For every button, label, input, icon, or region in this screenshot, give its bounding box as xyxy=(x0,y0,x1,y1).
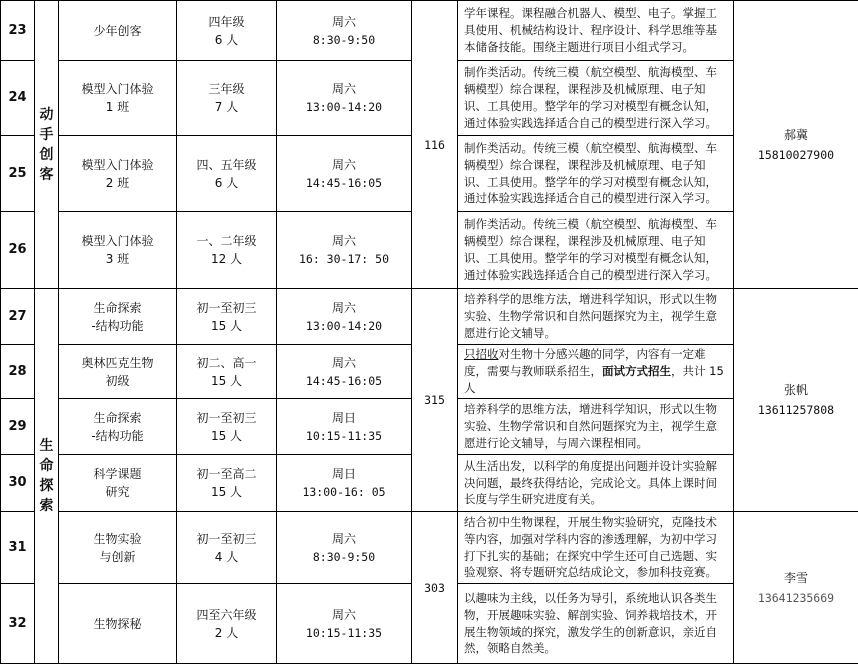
time-cell: 周六 14:45-16:05 xyxy=(277,136,412,212)
grade-cell: 初二、高一 15 人 xyxy=(177,345,277,399)
grade-cell: 初一至初三 15 人 xyxy=(177,289,277,345)
grade-cell: 四、五年级 6 人 xyxy=(177,136,277,212)
description-cell: 从生活出发，以科学的角度提出问题并设计实验解决问题，最终获得结论，完成论文。具体上课时间长度与学生研究进度有关。 xyxy=(458,455,734,512)
time-cell: 周六 8:30-9:50 xyxy=(277,1,412,61)
table-row xyxy=(1,1,858,61)
time-cell: 周六 13:00-14:20 xyxy=(277,289,412,345)
time-cell: 周六 13:00-14:20 xyxy=(277,61,412,136)
category-label: 生命探索 xyxy=(39,438,54,514)
course-name: 科学课题 研究 xyxy=(59,455,177,512)
description-cell: 制作类活动。传统三模（航空模型、航海模型、车辆模型）综合课程，课程涉及机械原理、电子知识、工具使用。整学年的学习对模型有概念认知，通过体验实践选择适合自己的模型进行深入学习。 xyxy=(458,212,734,289)
row-number: 31 xyxy=(1,512,35,584)
row-number: 26 xyxy=(1,212,35,289)
course-name: 奥林匹克生物 初级 xyxy=(59,345,177,399)
course-name: 生物实验 与创新 xyxy=(59,512,177,584)
course-name: 生物探秘 xyxy=(59,584,177,664)
grade-cell: 初一至高二 15 人 xyxy=(177,455,277,512)
grade-cell: 初一至初三 4 人 xyxy=(177,512,277,584)
desc-bold: 面试方式招生 xyxy=(602,364,671,379)
teacher-cell: 张帆 13611257808 xyxy=(734,289,858,512)
category-cell xyxy=(35,289,59,664)
room-cell: 116 xyxy=(412,1,458,289)
teacher-cell: 李雪 13641235669 xyxy=(734,512,858,664)
time-cell: 周六 8:30-9:50 xyxy=(277,512,412,584)
course-name: 模型入门体验 3 班 xyxy=(59,212,177,289)
table-row xyxy=(1,289,858,345)
course-name: 生命探索 -结构功能 xyxy=(59,289,177,345)
description-cell: 结合初中生物课程，开展生物实验研究，克隆技术等内容，加强对学科内容的渗透理解，为初中学习打下扎实的基础；在探究中学生还可自己选题、实验观察、将专题研究总结成论文，参加科技竞赛。 xyxy=(458,512,734,584)
teacher-cell: 郝冀 15810027900 xyxy=(734,1,858,289)
description-cell: 学年课程。课程融合机器人、模型、电子。掌握工具使用、机械结构设计、程序设计、科学思维等基本储备技能。围绕主题进行项目小组式学习。 xyxy=(458,1,734,61)
category-cell xyxy=(35,1,59,289)
desc-underlined: 只招收 xyxy=(464,347,499,362)
time-cell: 周六 14:45-16:05 xyxy=(277,345,412,399)
table-row xyxy=(1,512,858,584)
time-cell: 周日 13:00-16: 05 xyxy=(277,455,412,512)
description-cell: 培养科学的思维方法，增进科学知识，形式以生物实验、生物学常识和自然问题探究为主，视学生意愿进行论文辅导，与周六课程相同。 xyxy=(458,399,734,455)
room-cell: 315 xyxy=(412,289,458,512)
grade-cell: 四年级 6 人 xyxy=(177,1,277,61)
course-name: 生命探索 -结构功能 xyxy=(59,399,177,455)
desc-text: 对生物十分感兴趣的同学，内容有一定难度，需要与教师联系招生， xyxy=(464,347,706,379)
row-number: 32 xyxy=(1,584,35,664)
time-cell: 周日 10:15-11:35 xyxy=(277,399,412,455)
row-number: 24 xyxy=(1,61,35,136)
description-cell: 培养科学的思维方法，增进科学知识，形式以生物实验、生物学常识和自然问题探究为主，视学生意愿进行论文辅导。 xyxy=(458,289,734,345)
grade-cell: 四至六年级 2 人 xyxy=(177,584,277,664)
time-cell: 周六 10:15-11:35 xyxy=(277,584,412,664)
category-label: 动手创客 xyxy=(39,106,54,183)
desc-tail: ，共计 15 人 xyxy=(464,364,724,395)
grade-cell: 初一至初三 15 人 xyxy=(177,399,277,455)
course-name: 少年创客 xyxy=(59,1,177,61)
description-cell: 以趣味为主线，以任务为导引，系统地认识各类生物，开展趣味实验、解剖实验、饲养栽培技术，开展生物领域的探究，激发学生的创新意识，亲近自然，领略自然美。 xyxy=(458,584,734,664)
room-cell: 303 xyxy=(412,512,458,664)
row-number: 28 xyxy=(1,345,35,399)
grade-cell: 三年级 7 人 xyxy=(177,61,277,136)
description-cell: 制作类活动。传统三模（航空模型、航海模型、车辆模型）综合课程，课程涉及机械原理、电子知识、工具使用。整学年的学习对模型有概念认知，通过体验实践选择适合自己的模型进行深入学习。 xyxy=(458,136,734,212)
course-name: 模型入门体验 1 班 xyxy=(59,61,177,136)
course-name: 模型入门体验 2 班 xyxy=(59,136,177,212)
row-number: 23 xyxy=(1,1,35,61)
description-cell: 制作类活动。传统三模（航空模型、航海模型、车辆模型）综合课程，课程涉及机械原理、电子知识、工具使用。整学年的学习对模型有概念认知，通过体验实践选择适合自己的模型进行深入学习。 xyxy=(458,61,734,136)
description-cell xyxy=(458,345,734,399)
time-cell: 周六 16: 30-17: 50 xyxy=(277,212,412,289)
row-number: 29 xyxy=(1,399,35,455)
grade-cell: 一、二年级 12 人 xyxy=(177,212,277,289)
row-number: 27 xyxy=(1,289,35,345)
row-number: 25 xyxy=(1,136,35,212)
row-number: 30 xyxy=(1,455,35,512)
